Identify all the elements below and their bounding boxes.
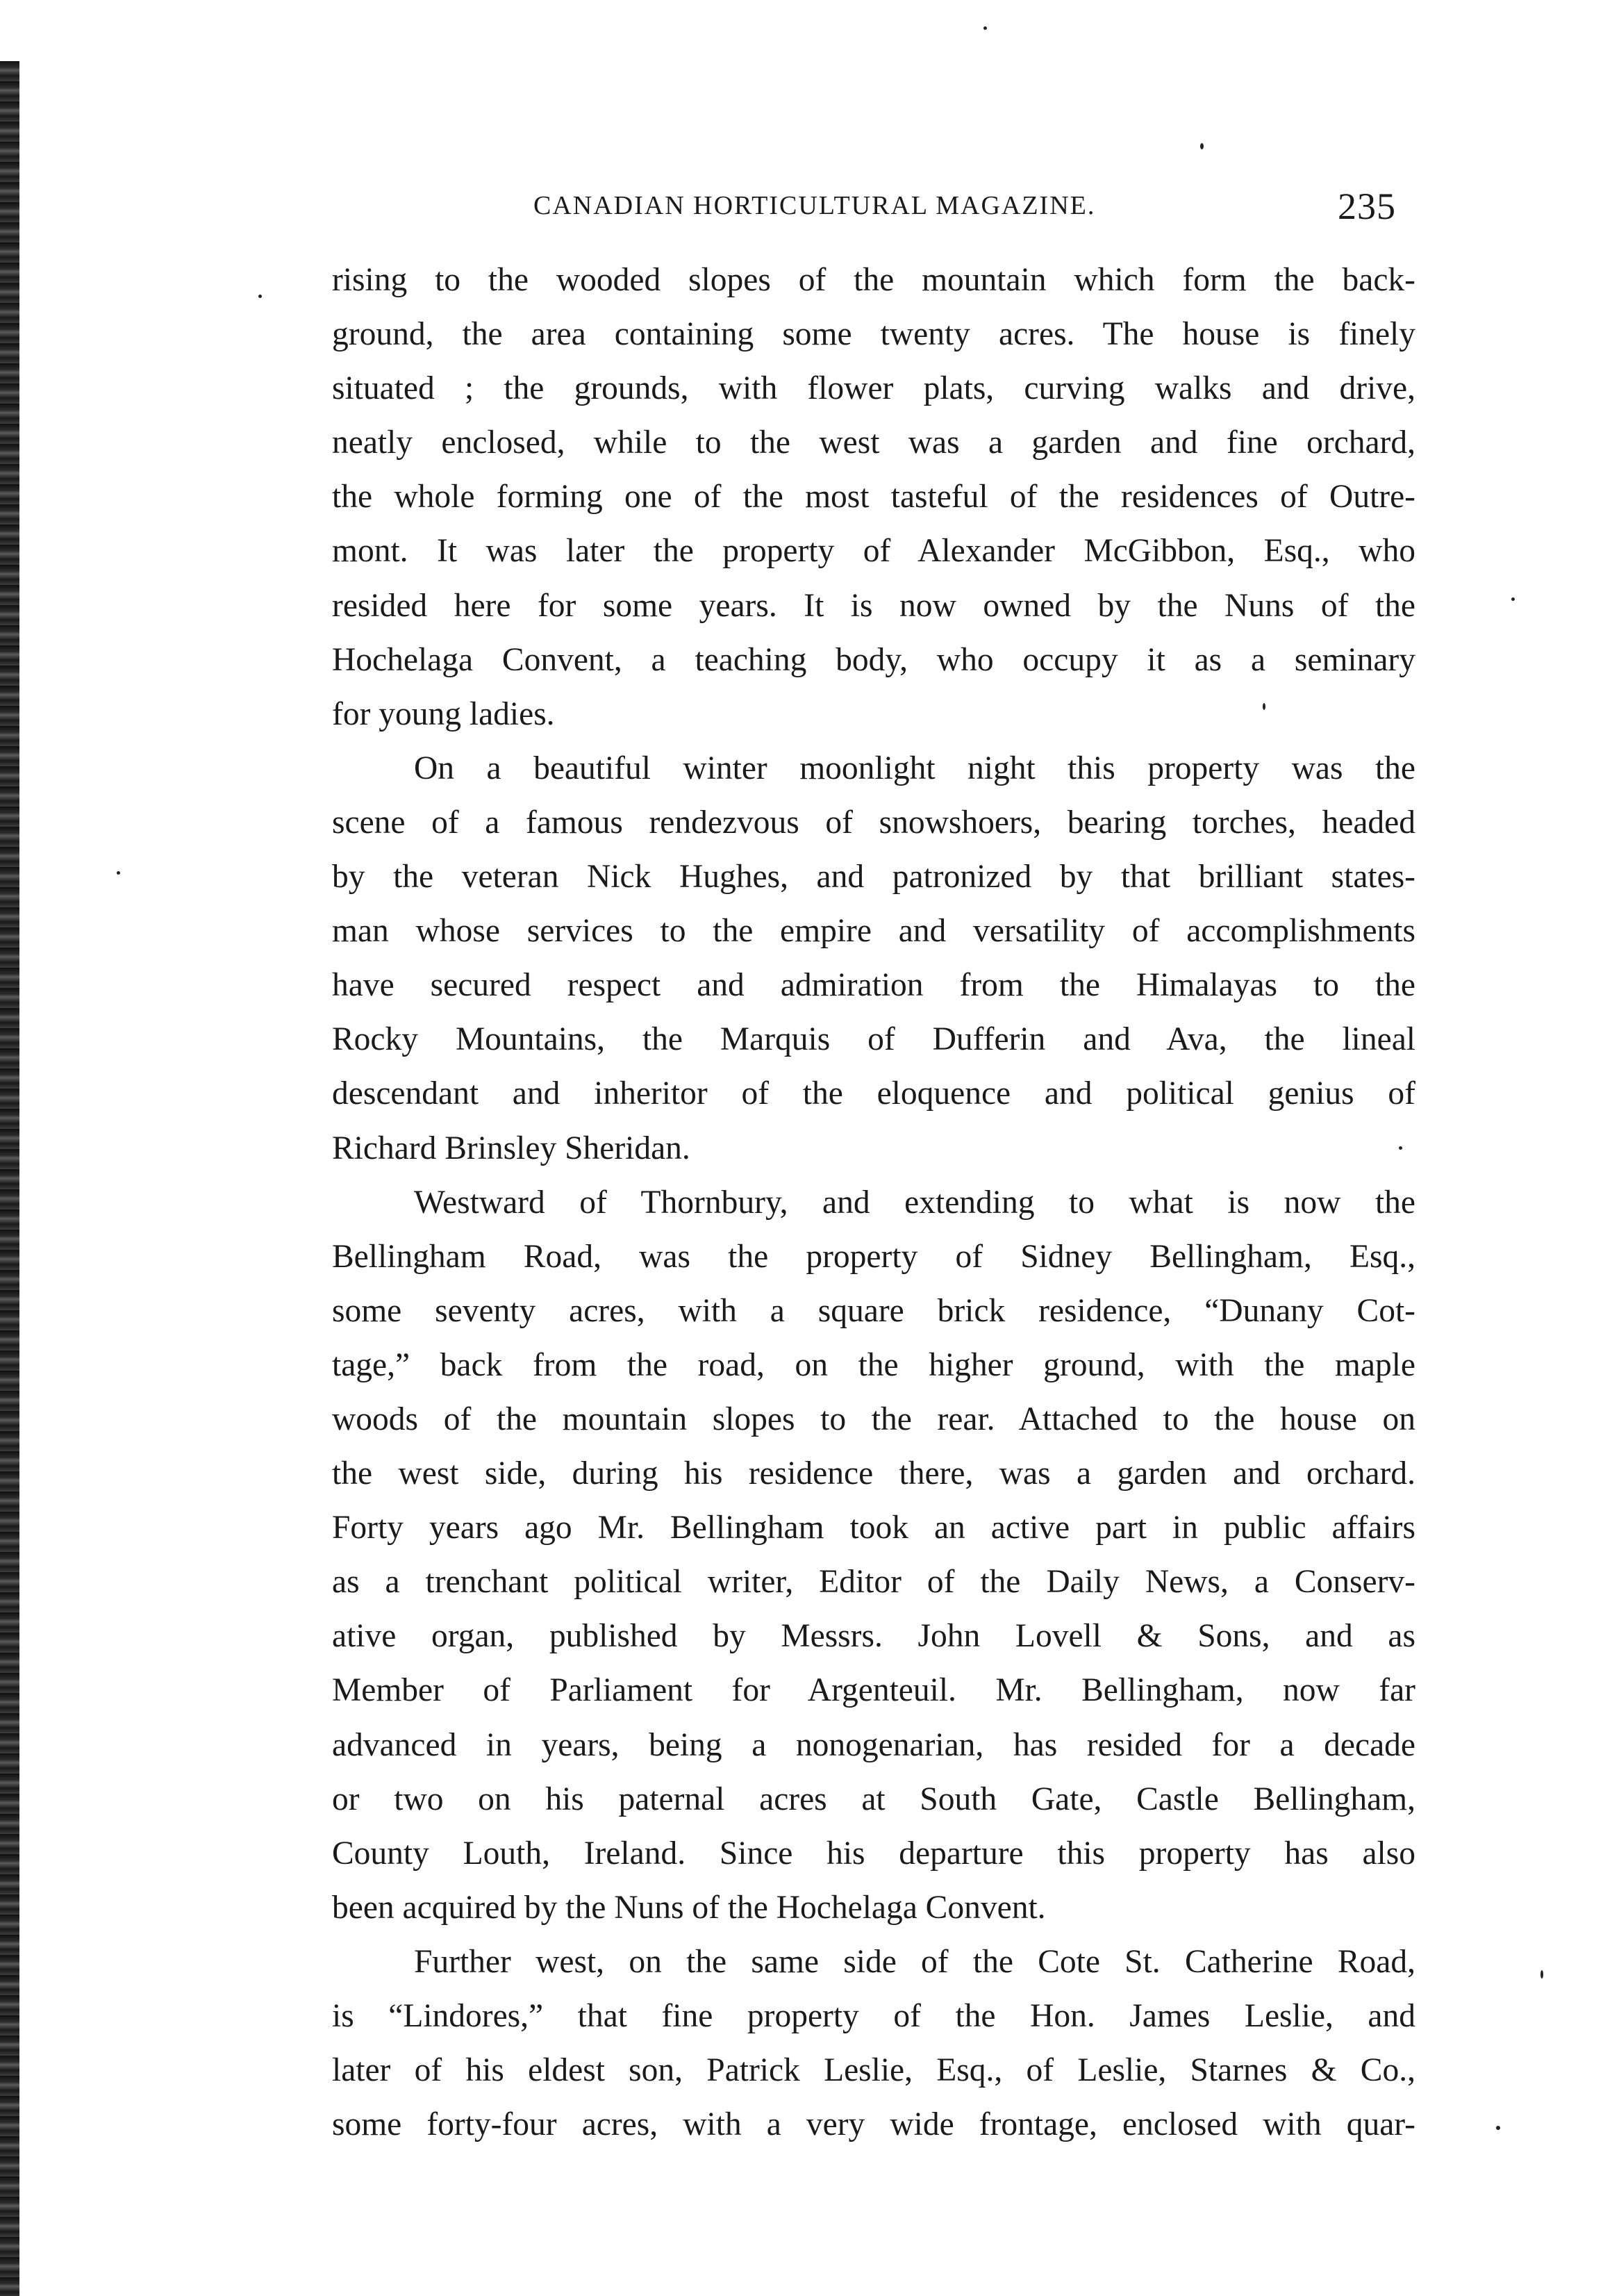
text-line: Richard Brinsley Sheridan. — [332, 1130, 690, 1166]
text-line: Bellingham Road, was the property of Sidney Bellingham, Esq., — [332, 1238, 1415, 1275]
text-line: woods of the mountain slopes to the rear. Attached to the house on — [332, 1401, 1415, 1437]
text-line: or two on his paternal acres at South Gate, Castle Bellingham, — [332, 1781, 1415, 1817]
scan-speck — [1496, 2126, 1500, 2130]
text-line: scene of a famous rendezvous of snowshoers, bearing torches, headed — [332, 804, 1415, 841]
text-line: resided here for some years. It is now owned by the Nuns of the — [332, 587, 1415, 624]
text-line: Member of Parliament for Argenteuil. Mr. Bellingham, now far — [332, 1672, 1415, 1709]
text-line: for young ladies. — [332, 695, 555, 732]
paragraph-4 — [332, 1935, 1415, 2152]
text-line: man whose services to the empire and versatility of accomplishments — [332, 913, 1415, 950]
text-line: some forty-four acres, with a very wide frontage, enclosed with quar- — [332, 2106, 1415, 2143]
text-line: advanced in years, being a nonogenarian, has resided for a decade — [332, 1726, 1415, 1763]
text-line: Rocky Mountains, the Marquis of Dufferin and Ava, the lineal — [332, 1021, 1415, 1058]
text-line: mont. It was later the property of Alexander McGibbon, Esq., who — [332, 533, 1415, 570]
page-number: 235 — [1338, 185, 1396, 227]
running-head — [333, 185, 1396, 240]
text-line: Hochelaga Convent, a teaching body, who occupy it as a seminary — [332, 641, 1415, 678]
paragraph-2 — [332, 741, 1415, 1175]
scan-speck — [258, 295, 262, 298]
text-line: by the veteran Nick Hughes, and patronized by that brilliant states- — [332, 859, 1415, 895]
text-line: On a beautiful winter moonlight night this property was the — [414, 750, 1415, 786]
text-line: the whole forming one of the most tasteful of the residences of Outre- — [332, 479, 1415, 515]
text-line: situated ; the grounds, with flower plats, curving walks and drive, — [332, 370, 1415, 407]
running-title: CANADIAN HORTICULTURAL MAGAZINE. — [533, 191, 1096, 220]
scan-speck — [983, 26, 987, 30]
text-line: Forty years ago Mr. Bellingham took an active part in public affairs — [332, 1510, 1415, 1546]
text-line: rising to the wooded slopes of the mountain which form the back- — [332, 262, 1415, 298]
paragraph-1 — [332, 253, 1415, 741]
text-line: Further west, on the same side of the Cote St. Catherine Road, — [414, 1943, 1415, 1980]
body-text — [332, 253, 1415, 2152]
scan-speck — [117, 871, 120, 875]
text-line: County Louth, Ireland. Since his departure this property has also — [332, 1835, 1415, 1872]
text-line: Westward of Thornbury, and extending to what is now the — [414, 1184, 1415, 1221]
text-line: the west side, during his residence there, was a garden and orchard. — [332, 1455, 1415, 1492]
text-line: is “Lindores,” that fine property of the Hon. James Leslie, and — [332, 1998, 1415, 2034]
paragraph-3 — [332, 1175, 1415, 1935]
text-line: as a trenchant political writer, Editor of the Daily News, a Conserv- — [332, 1564, 1415, 1601]
text-line: later of his eldest son, Patrick Leslie, Esq., of Leslie, Starnes & Co., — [332, 2052, 1415, 2089]
text-line: tage,” back from the road, on the higher ground, with the maple — [332, 1346, 1415, 1383]
text-line: some seventy acres, with a square brick residence, “Dunany Cot- — [332, 1292, 1415, 1329]
text-line: have secured respect and admiration from the Himalayas to the — [332, 967, 1415, 1004]
scan-speck — [1511, 597, 1515, 601]
text-line: been acquired by the Nuns of the Hochelaga Convent. — [332, 1889, 1046, 1926]
text-line: neatly enclosed, while to the west was a garden and fine orchard, — [332, 424, 1415, 461]
text-line: descendant and inheritor of the eloquence and political genius of — [332, 1075, 1415, 1112]
scan-speck — [1540, 1970, 1543, 1979]
text-line: ground, the area containing some twenty acres. The house is finely — [332, 316, 1415, 353]
binding-edge — [0, 61, 19, 2296]
text-line: ative organ, published by Messrs. John Lovell & Sons, and as — [332, 1618, 1415, 1655]
scan-speck — [1200, 143, 1204, 149]
